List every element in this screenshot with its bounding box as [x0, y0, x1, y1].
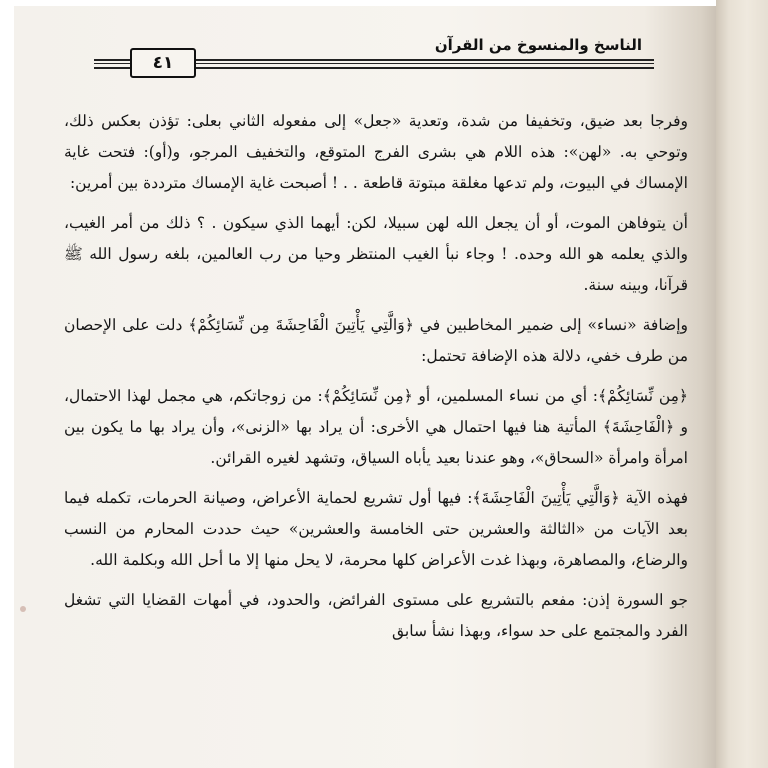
paragraph: أن يتوفاهن الموت، أو أن يجعل الله لهن سبيلا، لكن: أيهما الذي سيكون . ؟ ذلك من أمر الغيب، والذي يعلمه هو الله وحده. ! وجاء نبأ الغيب المنتظر وحيا من رب العالمين، بلغه رسول الله ﷺ قرآنا، وبينه سنة. — [64, 214, 688, 294]
paragraph: وإضافة «نساء» إلى ضمير المخاطبين في ﴿وَالَّتِي يَأْتِينَ الْفَاحِشَةَ مِن نِّسَائِكُمْ﴾ دلت على الإحصان من طرف خفي، دلالة هذه الإضافة تحتمل: — [64, 316, 688, 365]
running-title: الناسخ والمنسوخ من القرآن — [434, 36, 642, 54]
book-spine-shadow — [716, 0, 768, 768]
paragraph: ﴿مِن نِّسَائِكُمْ﴾: أي من نساء المسلمين، أو ﴿مِن نِّسَائِكُمْ﴾: من زوجاتكم، هي مجمل لهذا الاحتمال، و ﴿الْفَاحِشَةَ﴾ المأتية هنا فيها احتمال هي الأخرى: أن يراد بها «الزنى»، وأن يراد بها ما يكون بين امرأة وامرأة «السحاق»، وهو عندنا بعيد يأباه السياق، وتشهد لغيره القرائن. — [64, 387, 688, 467]
paragraph: وفرجا بعد ضيق، وتخفيفا من شدة، وتعدية «جعل» إلى مفعوله الثاني بعلى: تؤذن بعكس ذلك، وتوحي به. «لهن»: هذه اللام هي بشرى الفرج المتوقع، والتخفيف المرجو، و(أو): فتحت غاية الإمساك في البيوت، ولم تدعها مغلقة مبتوتة قاطعة . . ! أصبحت غاية الإمساك مترددة بين أمرين: — [64, 112, 688, 192]
paragraph: جو السورة إذن: مفعم بالتشريع على مستوى الفرائض، والحدود، في أمهات القضايا التي تشغل الفرد والمجتمع على حد سواء، وبهذا نشأ سابق — [64, 591, 688, 640]
book-page — [14, 6, 730, 768]
page-number: ٤١ — [152, 53, 174, 73]
page-number-box — [130, 48, 196, 78]
paragraph: فهذه الآية ﴿وَالَّتِي يَأْتِينَ الْفَاحِشَةَ﴾: فيها أول تشريع لحماية الأعراض، وصيانة الحرمات، تكمله فيما بعد الآيات من «الثالثة والعشرين حتى الخامسة والعشرين» حيث حددت المحارم من النسب والرضاع، والمصاهرة، وبهذا غدت الأعراض كلها محرمة، لا يحل منها إلا ما أحل الله وبكلمة الله. — [64, 489, 688, 569]
paper-speck — [20, 606, 26, 612]
page-header — [94, 36, 654, 82]
body-text — [64, 106, 688, 766]
